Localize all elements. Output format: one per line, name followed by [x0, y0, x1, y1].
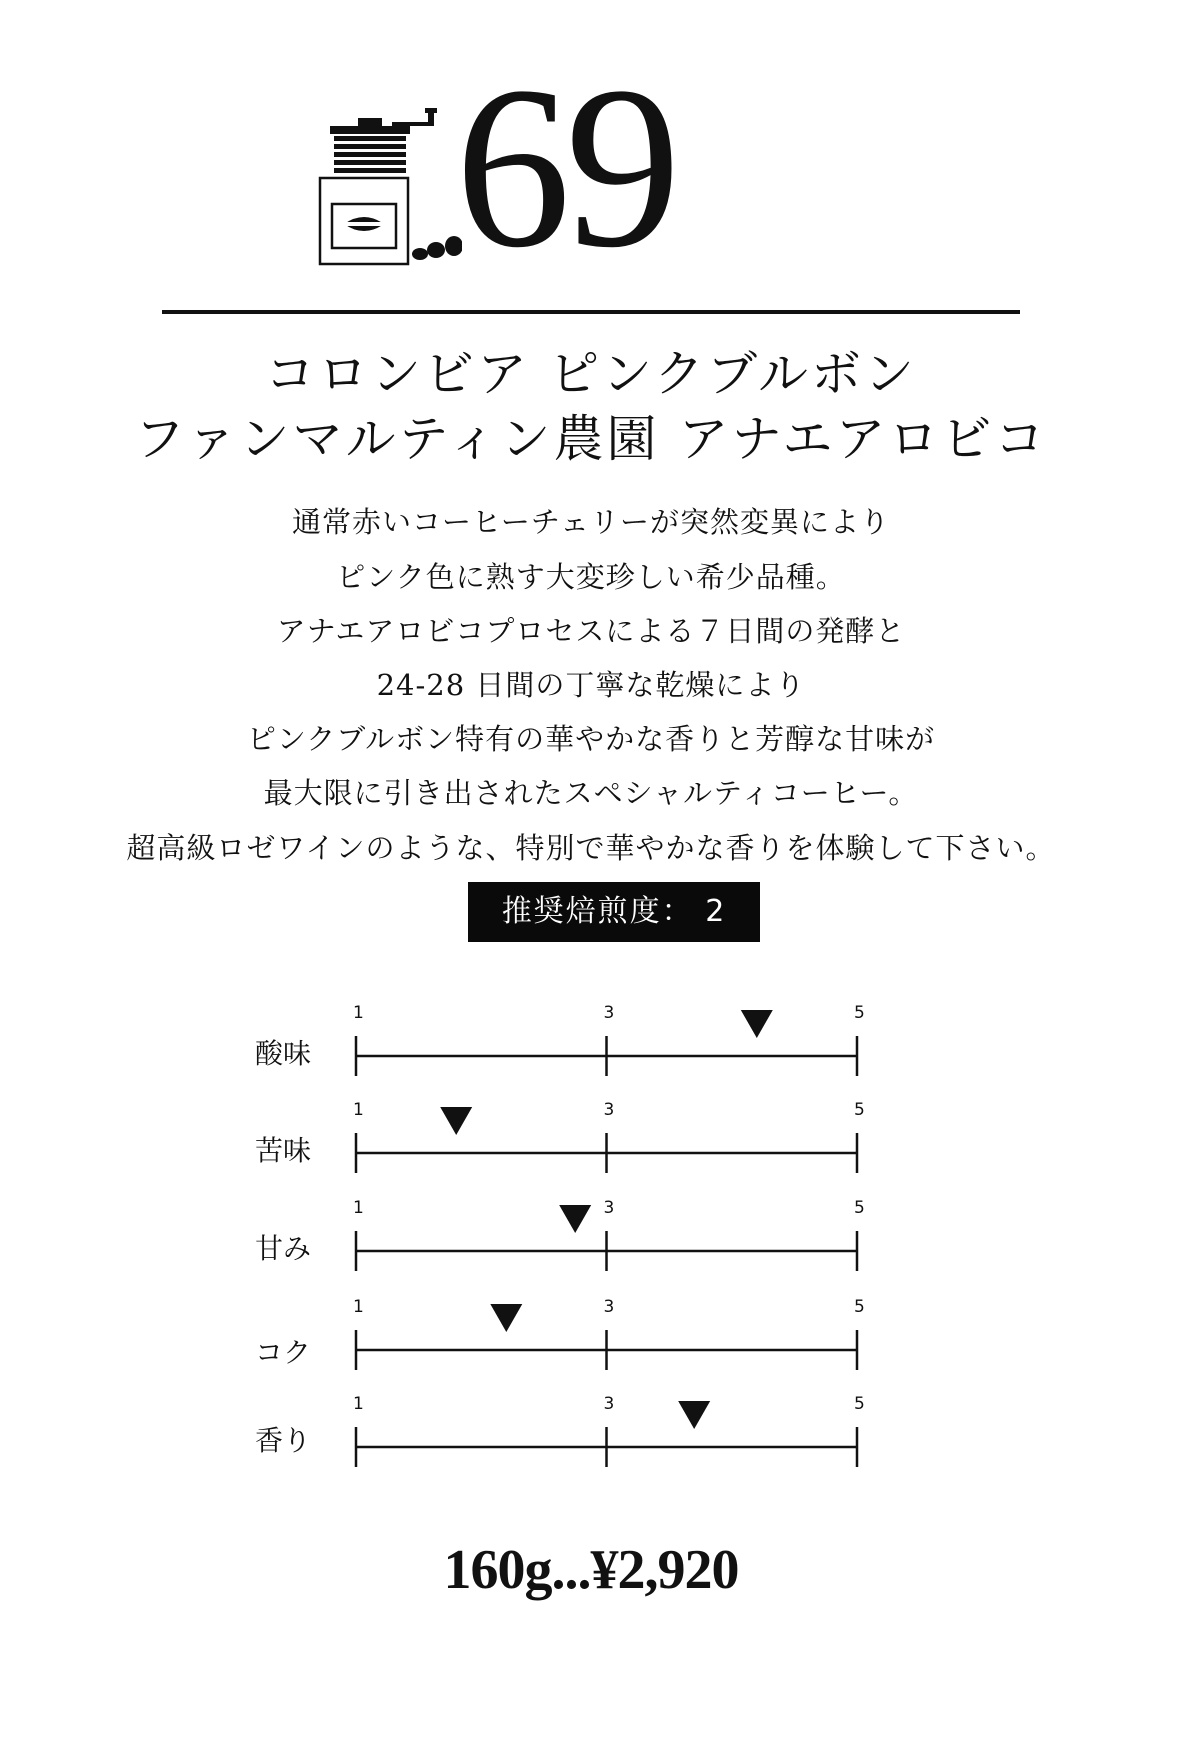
flavor-tick-label: 5 [854, 1198, 865, 1218]
flavor-label: 苦味 [255, 1134, 312, 1167]
description-line: 通常赤いコーヒーチェリーが突然変異により [292, 505, 890, 539]
flavor-tick-label: 3 [603, 1100, 615, 1120]
flavor-marker [440, 1107, 472, 1135]
description-line: アナエアロビコプロセスによる７日間の発酵と [276, 614, 906, 648]
flavor-label: 酸味 [255, 1037, 312, 1070]
description-line: 24-28 日間の丁寧な乾燥により [376, 668, 806, 702]
flavor-tick-label: 5 [854, 1003, 865, 1023]
flavor-tick-label: 1 [353, 1198, 364, 1218]
flavor-tick-label: 5 [854, 1394, 865, 1414]
flavor-label: 香り [255, 1424, 312, 1457]
menu-number: 69 [455, 39, 675, 296]
price-label: 160g...¥2,920 [443, 1539, 739, 1601]
description-line: ピンクブルボン特有の華やかな香りと芳醇な甘味が [246, 722, 936, 756]
flavor-tick-label: 1 [353, 1003, 364, 1023]
flavor-marker [741, 1010, 773, 1038]
description-line: 超高級ロゼワインのような、特別で華やかな香りを体験して下さい。 [126, 831, 1056, 865]
product-title-line2: ファンマルティン農園 アナエアロビコ [134, 410, 1048, 468]
flavor-marker [490, 1304, 522, 1332]
flavor-label: 甘み [255, 1232, 312, 1265]
flavor-tick-label: 3 [603, 1003, 615, 1023]
description-line: ピンク色に熟す大変珍しい希少品種。 [336, 560, 846, 594]
description-line: 最大限に引き出されたスペシャルティコーヒー。 [263, 776, 919, 810]
flavor-tick-label: 1 [353, 1297, 364, 1317]
flavor-tick-label: 3 [603, 1297, 615, 1317]
flavor-marker [678, 1401, 710, 1429]
flavor-marker [559, 1205, 591, 1233]
flavor-tick-label: 1 [353, 1394, 364, 1414]
flavor-tick-label: 3 [603, 1198, 615, 1218]
flavor-tick-label: 3 [603, 1394, 615, 1414]
flavor-tick-label: 5 [854, 1297, 865, 1317]
flavor-label: コク [255, 1336, 312, 1369]
product-title-line1: コロンビア ピンクブルボン [265, 345, 917, 403]
flavor-tick-label: 1 [353, 1100, 364, 1120]
roast-level-badge: 推奨焙煎度： 2 [468, 882, 760, 942]
flavor-tick-label: 5 [854, 1100, 865, 1120]
